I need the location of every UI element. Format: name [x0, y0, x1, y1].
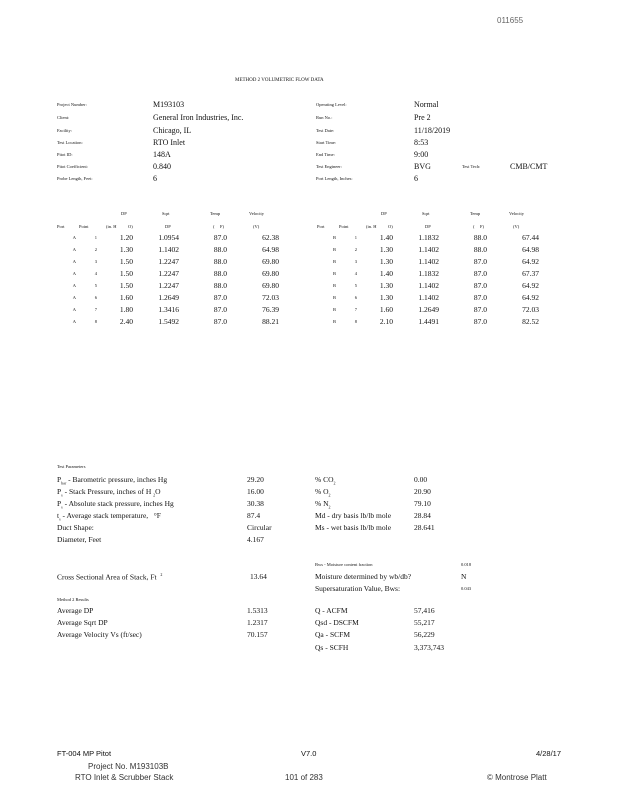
footer-date: 4/28/17 [536, 749, 562, 758]
duct-shape-label: Duct Shape: [57, 523, 94, 532]
stack-pressure-value: 16.00 [247, 487, 264, 496]
pitot-coefficient-label: Pitot Coefficient: [57, 164, 89, 169]
md-label: Md - dry basis lb/lb mole [315, 511, 392, 520]
table-cell: 64.92 [522, 293, 539, 302]
barometric-pressure-value: 29.20 [247, 475, 264, 484]
table-cell: 1.3416 [158, 305, 179, 314]
table-cell: B [332, 283, 336, 288]
table-cell: 4 [94, 271, 97, 276]
duct-shape-value: Circular [247, 523, 272, 532]
table-cell: 2.10 [379, 317, 393, 326]
absolute-pressure-label: $P_s$ - Absolute stack pressure, inches Hg [57, 499, 174, 510]
absolute-pressure-value: 30.38 [247, 499, 264, 508]
supersaturation-label: Supersaturation Value, Bws: [315, 584, 401, 593]
column-header-bottom: O) [388, 224, 393, 229]
table-cell: 5 [94, 283, 97, 288]
table-cell: 8 [94, 319, 97, 324]
table-cell: 87.0 [473, 281, 487, 290]
table-cell: 1.1402 [418, 281, 439, 290]
table-cell: 3 [94, 259, 97, 264]
table-cell: A [72, 271, 76, 276]
table-cell: A [72, 259, 76, 264]
table-cell: 87.0 [213, 233, 227, 242]
table-cell: 1.0954 [158, 233, 179, 242]
n2-label: % $N_2$ [315, 499, 331, 510]
table-cell: 4 [354, 271, 357, 276]
dscfm-value: 55,217 [414, 618, 435, 627]
table-cell: 2.40 [119, 317, 133, 326]
test-date-value: 11/18/2019 [414, 126, 451, 135]
table-cell: 88.0 [213, 257, 227, 266]
end-time-label: End Time: [316, 152, 335, 157]
table-cell: 87.0 [473, 269, 487, 278]
probe-length-label: Probe Length, Feet: [57, 176, 93, 181]
footer-page-number: 101 of 283 [285, 773, 323, 782]
average-velocity-value: 70.157 [247, 630, 268, 639]
column-header-bottom: O) [128, 224, 133, 229]
stack-temperature-value: 87.4 [247, 511, 261, 520]
footer-version: V7.0 [301, 749, 317, 758]
table-cell: B [332, 319, 336, 324]
table-cell: 1.2649 [158, 293, 179, 302]
o2-label: % $O_2$ [315, 487, 331, 498]
footer-form-id: FT-004 MP Pitot [57, 749, 112, 758]
table-cell: 87.0 [473, 317, 487, 326]
test-location-value: RTO Inlet [153, 138, 186, 147]
port-length-value: 6 [414, 174, 418, 183]
table-cell: 1.1832 [418, 269, 439, 278]
table-cell: 1.40 [379, 233, 393, 242]
table-cell: 1.1832 [418, 233, 439, 242]
table-cell: 87.0 [213, 305, 227, 314]
table-cell: 1.40 [379, 269, 393, 278]
table-cell: B [332, 259, 336, 264]
table-cell: 1.2247 [158, 281, 179, 290]
table-cell: A [72, 247, 76, 252]
acfm-label: Q - ACFM [315, 606, 348, 615]
column-header-top: Velocity [509, 211, 524, 216]
column-header-top: DP [381, 211, 387, 216]
test-location-label: Test Location: [57, 140, 83, 145]
column-header-top: Sqrt [422, 211, 430, 216]
co2-label: % $CO_2$ [315, 475, 336, 486]
pitot-id-label: Pitot ID: [57, 152, 73, 157]
footer-location: RTO Inlet & Scrubber Stack [75, 773, 174, 782]
table-cell: 67.37 [522, 269, 539, 278]
operating-level-label: Operating Level: [316, 102, 347, 107]
column-header-bottom: (V) [253, 224, 260, 229]
table-cell: A [72, 283, 76, 288]
table-cell: 1 [354, 235, 357, 240]
ms-value: 28.641 [414, 523, 435, 532]
column-header-top: DP [121, 211, 127, 216]
dscfm-label: Qsd - DSCFM [315, 618, 359, 627]
table-cell: 1.2247 [158, 269, 179, 278]
average-velocity-label: Average Velocity Vs (ft/sec) [57, 630, 142, 639]
table-cell: 1.30 [379, 281, 393, 290]
average-dp-label: Average DP [57, 606, 94, 615]
table-cell: 2 [354, 247, 357, 252]
column-header-bottom: Port [57, 224, 65, 229]
table-cell: 5 [354, 283, 357, 288]
table-cell: 1.2649 [418, 305, 439, 314]
table-cell: B [332, 307, 336, 312]
column-header-top: Temp [210, 211, 221, 216]
port-length-label: Port Length, Inches: [316, 176, 353, 181]
supersaturation-value: 0.043 [461, 586, 472, 591]
table-cell: 6 [354, 295, 357, 300]
table-cell: 1.1402 [158, 245, 179, 254]
column-header-top: Temp [470, 211, 481, 216]
document-number: 011655 [497, 16, 524, 25]
table-cell: 1.1402 [418, 257, 439, 266]
co2-value: 0.00 [414, 475, 428, 484]
table-cell: 88.21 [262, 317, 279, 326]
cross-section-area-value: 13.64 [250, 572, 267, 581]
column-header-top: Velocity [249, 211, 264, 216]
md-value: 28.84 [414, 511, 431, 520]
scfm-value: 56,229 [414, 630, 435, 639]
table-cell: B [332, 247, 336, 252]
stack-pressure-label: $P_s$ - Stack Pressure, inches of H $_2$O [57, 487, 161, 498]
table-cell: 1.60 [379, 305, 393, 314]
project-number-label: Project Number: [57, 102, 87, 107]
test-parameters-heading: Test Parameters [57, 464, 86, 469]
table-cell: 64.98 [262, 245, 279, 254]
column-header-top: Sqrt [162, 211, 170, 216]
column-header-bottom: F) [480, 224, 485, 229]
table-cell: 87.0 [213, 317, 227, 326]
column-header-bottom: DP [425, 224, 431, 229]
column-header-bottom: (in. H [106, 224, 117, 229]
table-cell: 88.0 [473, 245, 487, 254]
column-header-bottom: Port [317, 224, 325, 229]
table-cell: 64.92 [522, 281, 539, 290]
results-heading: Method 2 Results [57, 597, 89, 602]
table-cell: 1.60 [119, 293, 133, 302]
table-cell: 67.44 [522, 233, 539, 242]
scfh-value: 3,373,743 [414, 643, 444, 652]
column-header-bottom: (in. H [366, 224, 377, 229]
test-tech-label: Test Tech: [462, 164, 481, 169]
test-date-label: Test Date: [316, 128, 335, 133]
diameter-label: Diameter, Feet [57, 535, 102, 544]
facility-label: Facility: [57, 128, 72, 133]
average-sqrt-dp-label: Average Sqrt DP [57, 618, 108, 627]
client-value: General Iron Industries, Inc. [153, 113, 244, 122]
moisture-heading: Bws - Moisture content fraction [315, 562, 373, 567]
table-cell: 8 [354, 319, 357, 324]
moisture-determined-value: N [461, 572, 467, 581]
scfm-label: Qa - SCFM [315, 630, 351, 639]
column-header-bottom: (V) [513, 224, 520, 229]
column-header-bottom: DP [165, 224, 171, 229]
table-cell: B [332, 295, 336, 300]
cross-section-area-label: Cross Sectional Area of Stack, Ft $^2$ [57, 572, 163, 582]
table-cell: 69.80 [262, 281, 279, 290]
table-cell: 88.0 [213, 269, 227, 278]
table-cell: 62.38 [262, 233, 279, 242]
table-cell: 1.1402 [418, 245, 439, 254]
table-cell: 1.4491 [418, 317, 439, 326]
table-cell: 88.0 [213, 281, 227, 290]
table-cell: 1.50 [119, 269, 133, 278]
table-cell: 1.30 [119, 245, 133, 254]
table-cell: A [72, 235, 76, 240]
table-cell: A [72, 307, 76, 312]
table-cell: 7 [354, 307, 357, 312]
table-cell: 1.30 [379, 245, 393, 254]
client-label: Client: [57, 115, 70, 120]
moisture-determined-label: Moisture determined by wb/db? [315, 572, 412, 581]
test-tech-value: CMB/CMT [510, 162, 548, 171]
column-header-bottom: Point [339, 224, 349, 229]
pitot-id-value: 148A [153, 150, 171, 159]
table-cell: 64.98 [522, 245, 539, 254]
table-cell: 1.80 [119, 305, 133, 314]
test-engineer-label: Test Engineer: [316, 164, 343, 169]
scfh-label: Qs - SCFH [315, 643, 349, 652]
facility-value: Chicago, IL [153, 126, 192, 135]
table-cell: 1.2247 [158, 257, 179, 266]
column-header-bottom: ( [473, 224, 475, 229]
moisture-heading-value: 0.018 [461, 562, 472, 567]
table-cell: 88.0 [213, 245, 227, 254]
end-time-value: 9:00 [414, 150, 429, 159]
pitot-coefficient-value: 0.840 [153, 162, 171, 171]
run-number-label: Run No.: [316, 115, 333, 120]
table-cell: 1.50 [119, 257, 133, 266]
table-cell: 6 [94, 295, 97, 300]
table-cell: 2 [94, 247, 97, 252]
project-number-value: M193103 [153, 100, 185, 109]
average-sqrt-dp-value: 1.2317 [247, 618, 268, 627]
table-cell: 1.20 [119, 233, 133, 242]
acfm-value: 57,416 [414, 606, 435, 615]
n2-value: 79.10 [414, 499, 431, 508]
table-cell: 1.50 [119, 281, 133, 290]
table-cell: 87.0 [213, 293, 227, 302]
start-time-label: Start Time: [316, 140, 337, 145]
table-cell: 69.80 [262, 269, 279, 278]
table-cell: 64.92 [522, 257, 539, 266]
stack-temperature-label: $t_s$ - Average stack temperature, °F [57, 511, 161, 522]
table-cell: 1.30 [379, 257, 393, 266]
table-cell: 69.80 [262, 257, 279, 266]
table-cell: A [72, 295, 76, 300]
average-dp-value: 1.5313 [247, 606, 268, 615]
column-header-bottom: ( [213, 224, 215, 229]
column-header-bottom: F) [220, 224, 225, 229]
footer-project: Project No. M193103B [88, 762, 169, 771]
table-cell: 72.03 [262, 293, 279, 302]
probe-length-value: 6 [153, 174, 157, 183]
page-title: METHOD 2 VOLUMETRIC FLOW DATA [235, 78, 324, 83]
table-cell: 3 [354, 259, 357, 264]
o2-value: 20.90 [414, 487, 431, 496]
footer-company: © Montrose Platt [487, 773, 547, 782]
table-cell: 1 [94, 235, 97, 240]
table-cell: 1.5492 [158, 317, 179, 326]
table-cell: A [72, 319, 76, 324]
table-cell: B [332, 235, 336, 240]
column-header-bottom: Point [79, 224, 89, 229]
ms-label: Ms - wet basis lb/lb mole [315, 523, 392, 532]
table-cell: 87.0 [473, 293, 487, 302]
table-cell: 87.0 [473, 257, 487, 266]
start-time-value: 8:53 [414, 138, 429, 147]
table-cell: 7 [94, 307, 97, 312]
diameter-value: 4.167 [247, 535, 264, 544]
table-cell: 1.1402 [418, 293, 439, 302]
table-cell: 72.03 [522, 305, 539, 314]
table-cell: 1.30 [379, 293, 393, 302]
operating-level-value: Normal [414, 100, 439, 109]
table-cell: 87.0 [473, 305, 487, 314]
test-engineer-value: BVG [414, 162, 431, 171]
table-cell: 76.39 [262, 305, 279, 314]
table-cell: 82.52 [522, 317, 539, 326]
table-cell: 88.0 [473, 233, 487, 242]
table-cell: B [332, 271, 336, 276]
barometric-pressure-label: $P_{bar}$ - Barometric pressure, inches Hg [57, 475, 168, 486]
run-number-value: Pre 2 [414, 113, 431, 122]
